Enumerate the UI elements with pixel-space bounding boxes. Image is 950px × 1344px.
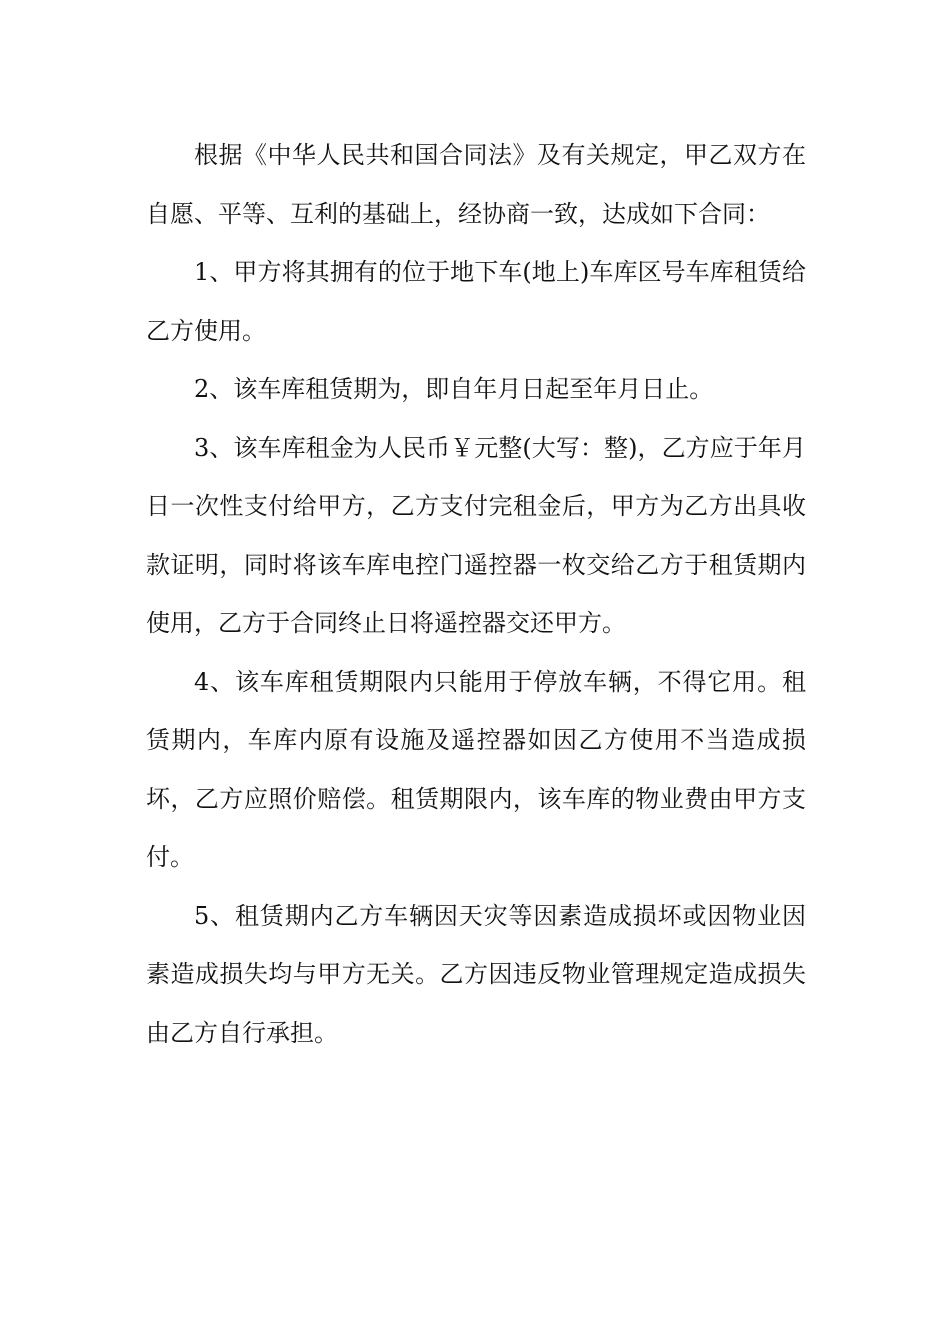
paragraph-clause-2: 2、该车库租赁期为，即自年月日起至年月日止。	[194, 375, 714, 403]
contract-body	[146, 126, 806, 1062]
paragraph-clause-1: 1、甲方将其拥有的位于地下车(地上)车库区号车库租赁给乙方使用。	[146, 258, 806, 345]
paragraph-clause-5: 5、租赁期内乙方车辆因天灾等因素造成损坏或因物业因素造成损失均与甲方无关。乙方因违反物业管理规定造成损失由乙方自行承担。	[146, 901, 806, 1047]
paragraph-clause-3: 3、该车库租金为人民币￥元整(大写：整)，乙方应于年月日一次性支付给甲方，乙方支付完租金后，甲方为乙方出具收款证明，同时将该车库电控门遥控器一枚交给乙方于租赁期内使用，乙方于合同终止日将遥控器交还甲方。	[146, 433, 806, 637]
paragraph-intro: 根据《中华人民共和国合同法》及有关规定，甲乙双方在自愿、平等、互利的基础上，经协商一致，达成如下合同：	[146, 141, 806, 228]
paragraph-clause-4: 4、该车库租赁期限内只能用于停放车辆，不得它用。租赁期内，车库内原有设施及遥控器如因乙方使用不当造成损坏，乙方应照价赔偿。租赁期限内，该车库的物业费由甲方支付。	[146, 667, 806, 871]
